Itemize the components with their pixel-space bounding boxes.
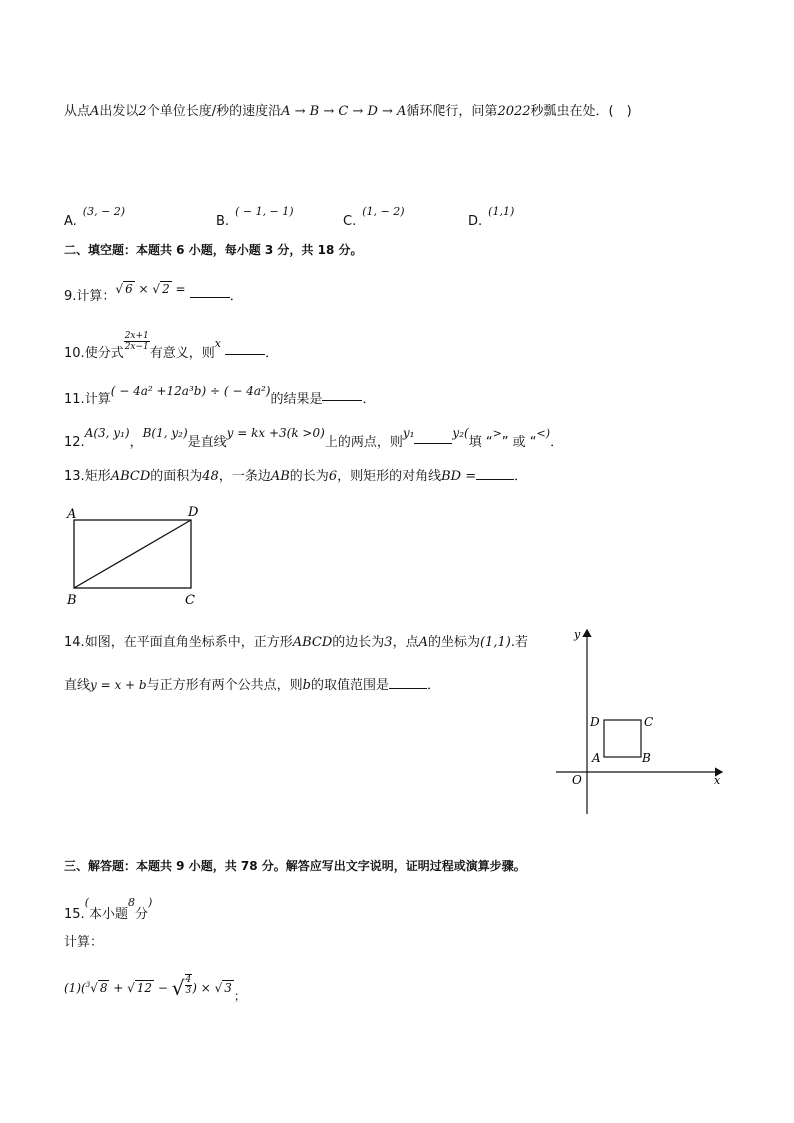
axis-label-y: y <box>574 628 581 641</box>
diagonal-bd <box>74 520 191 588</box>
q10-answer-blank[interactable] <box>225 342 265 355</box>
q11: 11.计算( − 4a² +12a³b) ÷ ( − 4a²)的结果是 ． <box>64 384 376 407</box>
label-c: C <box>185 593 195 608</box>
q8-option-d: D.(1,1) <box>468 205 515 229</box>
q13-rectangle-figure <box>62 502 212 610</box>
q14-line1: 14.如图，在平面直角坐标系中，正方形ABCD的边长为3，点A的坐标为(1,1).若 <box>64 635 528 650</box>
q13: 13.矩形ABCD的面积为48，一条边AB的长为6，则矩形的对角线BD = ． <box>64 469 528 484</box>
q12-answer-blank[interactable] <box>414 431 452 444</box>
q9: 9.计算：√ 6 × √ 2 = ． <box>64 282 243 304</box>
q14-answer-blank[interactable] <box>389 676 427 689</box>
q8-option-a: A.(3, − 2) <box>64 205 126 229</box>
q12: 12.A(3, y₁)，B(1, y₂)是直线y = kx +3(k >0)上的两点，则y₁ y₂(填 “>” 或 “<)． <box>64 426 564 450</box>
label-d: D <box>590 715 600 729</box>
q10: 10.使分式 $\frac{2x+1}{2x-1}$ 有意义，则x ． <box>64 331 279 361</box>
origin-label: O <box>572 773 582 787</box>
square-abcd <box>604 720 641 757</box>
label-c: C <box>644 715 654 729</box>
axis-label-x: x <box>714 774 721 787</box>
q14-line2: 直线y = x + b与正方形有两个公共点，则b的取值范围是 ． <box>64 678 440 693</box>
q9-answer-blank[interactable] <box>190 285 230 298</box>
section-2-title: 二、填空题：本题共 6 小题，每小题 3 分，共 18 分。 <box>64 243 363 257</box>
q15-header: 15.(本小题8分) <box>64 896 153 922</box>
q15-calc-label: 计算： <box>64 935 104 950</box>
q11-answer-blank[interactable] <box>322 388 362 401</box>
q8-option-b: B.( − 1, − 1) <box>216 205 294 229</box>
label-b: B <box>642 751 651 765</box>
section-3-title: 三、解答题：本题共 9 小题，共 78 分。解答应写出文字说明，证明过程或演算步骤。 <box>64 859 526 873</box>
label-a: A <box>67 507 77 522</box>
q15-part-1: (1)($^3$√ 8 + √ 12 − √ $\frac{4}{3}$ ) × √ 3； <box>64 974 246 1003</box>
label-d: D <box>188 505 199 520</box>
q14-coordinate-figure <box>552 622 732 818</box>
q13-answer-blank[interactable] <box>476 467 514 480</box>
q8-stem: 从点A出发以2个单位长度/秒的速度沿A → B → C → D → A循环爬行，问第2022秒瓢虫在处．( ) <box>64 104 632 119</box>
q8-option-c: C.(1, − 2) <box>343 205 405 229</box>
label-a: A <box>592 751 601 765</box>
label-b: B <box>67 593 77 608</box>
